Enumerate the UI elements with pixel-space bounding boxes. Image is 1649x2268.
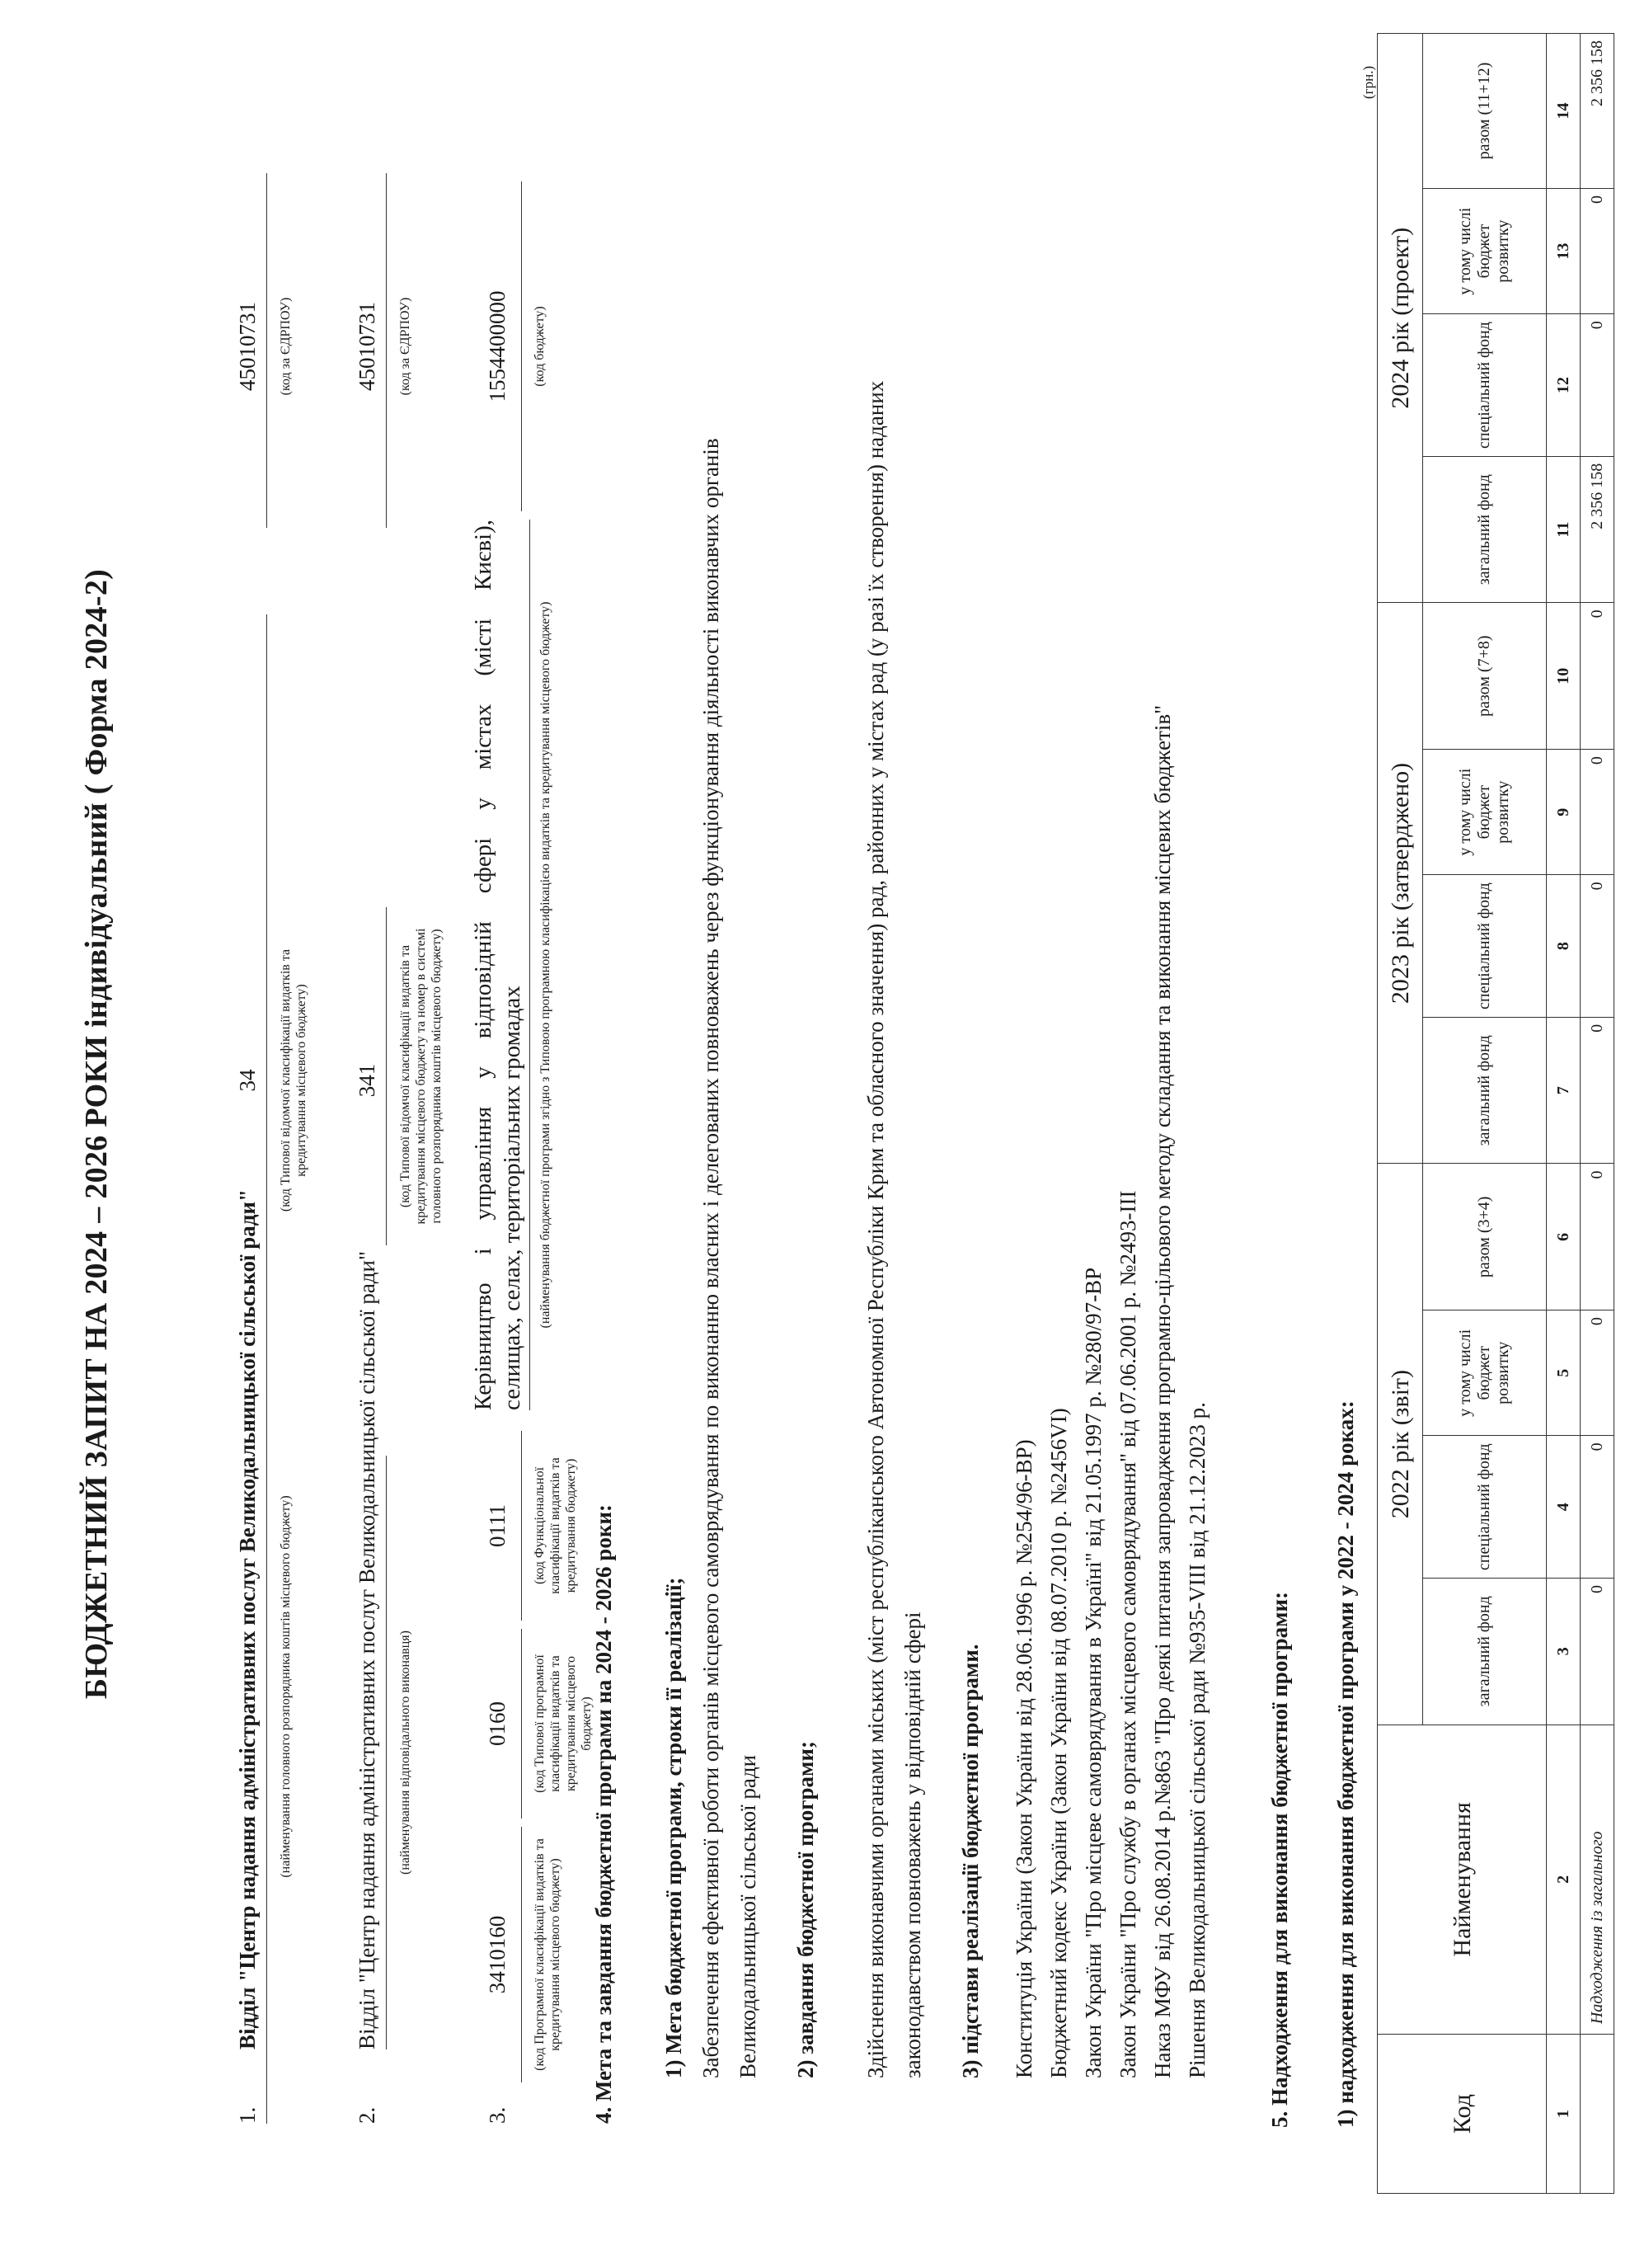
- row2-dept-code: 341: [355, 1063, 379, 1098]
- row-value: 0: [1581, 1310, 1614, 1436]
- basis-heading: 3) підстави реалізації бюджетної програми.: [958, 1644, 983, 2078]
- col-number: 13: [1547, 189, 1581, 314]
- row1-edrpou-underline: [266, 173, 267, 528]
- row-value: 2 356 158: [1581, 456, 1614, 603]
- sub-special-2023: спеціальний фонд: [1423, 875, 1547, 1018]
- row1-code-caption: (код Типової відомчої класифікації видатків та кредитування місцевого бюджету): [279, 948, 308, 1212]
- row2-edrpou-caption: (код за ЄДРПОУ): [398, 297, 412, 396]
- goal-line-2: Великодальницької сільської ради: [735, 1754, 760, 2078]
- table-group-header-row: [1378, 34, 1423, 2194]
- basis-line-6: Рішення Великодальницької сільської ради №935-VIII від 21.12.2023 р.: [1185, 1402, 1210, 2078]
- row2-code-caption: (код Типової відомчої класифікації видатків та кредитування місцевого бюджету та номер в системі головного розпорядника коштів місцевого бюджету): [398, 928, 444, 1225]
- sub-special-2024: спеціальний фонд: [1423, 314, 1547, 457]
- row3-number: 3.: [485, 2106, 510, 2124]
- section5-subheading: 1) надходження для виконання бюджетної програми у 2022 - 2024 роках:: [1333, 1400, 1358, 2128]
- col-number: 7: [1547, 1017, 1581, 1164]
- typical-code-caption: (код Типової програмної класифікації видатків та кредитування місцевого бюджету): [533, 1654, 594, 1793]
- row-value: 0: [1581, 875, 1614, 1018]
- sub-general-2023: загальний фонд: [1423, 1017, 1547, 1164]
- col-number: 4: [1547, 1436, 1581, 1579]
- col-number: 2: [1547, 1725, 1581, 2035]
- sub-dev-2024: у тому числі бюджет розвитку: [1423, 189, 1547, 314]
- program-name-line1: Керівництво і управління у відповідній сфері у містах (місті Києві),: [470, 520, 496, 1410]
- basis-line-3: Закон України "Про місцеве самоврядування в Україні" від 21.05.1997 р. №280/97-ВР: [1081, 1267, 1106, 2078]
- row-value: 0: [1581, 603, 1614, 750]
- table-row: [1581, 34, 1614, 2194]
- program-code-underline: [521, 1827, 522, 2082]
- sub-dev-2022: у тому числі бюджет розвитку: [1423, 1310, 1547, 1436]
- row-value: 0: [1581, 314, 1614, 457]
- sub-sum-2023: разом (7+8): [1423, 603, 1547, 750]
- typical-code-underline: [521, 1629, 522, 1819]
- group-2024-header: 2024 рік (проект): [1378, 34, 1423, 603]
- functional-code: 0111: [485, 1504, 510, 1547]
- row1-edrpou: 45010731: [235, 302, 260, 391]
- group-2023-header: 2023 рік (затверджено): [1378, 603, 1423, 1164]
- col-code-header: Код: [1378, 2035, 1547, 2194]
- budget-code: 1554400000: [485, 290, 510, 402]
- row1-edrpou-caption: (код за ЄДРПОУ): [279, 297, 293, 396]
- tasks-line-1: Здійснення виконавчими органами міських (міст республіканського Автономної Республіки Крим та обласного значення) рад, районних у містах рад (у разі їх створення) наданих: [863, 380, 888, 2078]
- budget-code-underline: [521, 181, 522, 511]
- row1-number: 1.: [235, 2106, 260, 2124]
- col-number: 9: [1547, 750, 1581, 875]
- row2-name-caption: (найменування відповідального виконавця): [398, 1630, 412, 1875]
- row2-edrpou-underline: [386, 173, 387, 528]
- section4-heading: 4. Мета та завдання бюджетної програми на 2024 - 2026 роки:: [591, 1504, 616, 2124]
- row-value: 2 356 158: [1581, 34, 1614, 189]
- row1-dept-code: 34: [235, 1069, 260, 1092]
- row1-underline: [266, 614, 267, 2124]
- goal-heading: 1) Мета бюджетної програми, строки її реалізації;: [661, 1577, 686, 2078]
- revenue-table: [1377, 33, 1614, 2194]
- currency-unit: (грн.): [1360, 65, 1376, 99]
- row1-department-name: Відділ "Центр надання адміністративних послуг Великодальницької сільської ради": [235, 1189, 260, 2049]
- col-number: 8: [1547, 875, 1581, 1018]
- section5-heading: 5. Надходження для виконання бюджетної програми:: [1267, 1591, 1292, 2128]
- sub-sum-2022: разом (3+4): [1423, 1164, 1547, 1310]
- row2-number: 2.: [355, 2106, 379, 2124]
- col-number: 1: [1547, 2035, 1581, 2194]
- goal-line-1: Забезпечення ефективної роботи органів місцевого самоврядування по виконанню власних і делегованих повноважень через функціонування діяльності виконавчих органів: [698, 438, 723, 2078]
- col-number: 10: [1547, 603, 1581, 750]
- group-2022-header: 2022 рік (звіт): [1378, 1164, 1423, 1725]
- basis-line-2: Бюджетний кодекс України (Закон України від 08.07.2010 р. №2456VI): [1046, 1408, 1071, 2078]
- sub-general-2022: загальний фонд: [1423, 1578, 1547, 1725]
- row-name: Надходження із загального: [1581, 1725, 1614, 2035]
- col-number: 12: [1547, 314, 1581, 457]
- sub-dev-2023: у тому числі бюджет розвитку: [1423, 750, 1547, 875]
- sub-special-2022: спеціальний фонд: [1423, 1436, 1547, 1579]
- program-code: 3410160: [485, 1915, 510, 1994]
- row2-executor-name: Відділ "Центр надання адміністративних послуг Великодальницької сільської ради": [355, 1250, 379, 2049]
- row-code: [1581, 2035, 1614, 2194]
- program-name-caption: (найменування бюджетної програми згідно з Типовою програмною класифікацією видатків та кредитування місцевого бюджету): [538, 601, 552, 1329]
- basis-line-1: Конституція України (Закон України від 28.06.1996 р. №254/96-ВР): [1012, 1439, 1036, 2078]
- program-name-line2: селищах, селах, територіальних громадах: [499, 986, 525, 1410]
- basis-line-5: Наказ МФУ від 26.08.2014 р.№863 "Про деякі питання запровадження програмно-цільового методу складання та виконання місцевих бюджетів": [1150, 704, 1175, 2078]
- functional-code-caption: (код Функціональної класифікації видатків та кредитування бюджету): [533, 1457, 578, 1594]
- row2-underline: [386, 1456, 387, 2049]
- row2-edrpou: 45010731: [355, 302, 379, 391]
- document-title: БЮДЖЕТНИЙ ЗАПИТ НА 2024 – 2026 РОКИ індивідуальний ( Форма 2024-2): [79, 568, 114, 1700]
- row-value: 0: [1581, 1017, 1614, 1164]
- row2-code-underline: [386, 907, 387, 1245]
- row1-name-caption: (найменування головного розпорядника коштів місцевого бюджету): [279, 1495, 293, 1878]
- sub-sum-2024: разом (11+12): [1423, 34, 1547, 189]
- col-name-header: Найменування: [1378, 1725, 1547, 2035]
- basis-line-4: Закон України "Про службу в органах місцевого самоврядування" від 07.06.2001 р. №2493-ІІІ: [1116, 1190, 1140, 2078]
- col-number: 14: [1547, 34, 1581, 189]
- row-value: 0: [1581, 189, 1614, 314]
- budget-code-caption: (код бюджету): [533, 306, 547, 387]
- typical-program-code: 0160: [485, 1701, 510, 1746]
- row-value: 0: [1581, 750, 1614, 875]
- functional-code-underline: [521, 1431, 522, 1621]
- col-number: 6: [1547, 1164, 1581, 1310]
- col-number: 11: [1547, 456, 1581, 603]
- program-code-caption: (код Програмної класифікації видатків та кредитування місцевого бюджету): [533, 1838, 562, 2071]
- row-value: 0: [1581, 1436, 1614, 1579]
- tasks-line-2: законодавством повноважень у відповідній сфері: [900, 1612, 925, 2078]
- column-number-row: [1547, 34, 1581, 2194]
- program-name-underline: [529, 520, 530, 1410]
- col-number: 5: [1547, 1310, 1581, 1436]
- row-value: 0: [1581, 1578, 1614, 1725]
- col-number: 3: [1547, 1578, 1581, 1725]
- sub-general-2024: загальний фонд: [1423, 456, 1547, 603]
- tasks-heading: 2) завдання бюджетної програми;: [793, 1741, 818, 2078]
- row-value: 0: [1581, 1164, 1614, 1310]
